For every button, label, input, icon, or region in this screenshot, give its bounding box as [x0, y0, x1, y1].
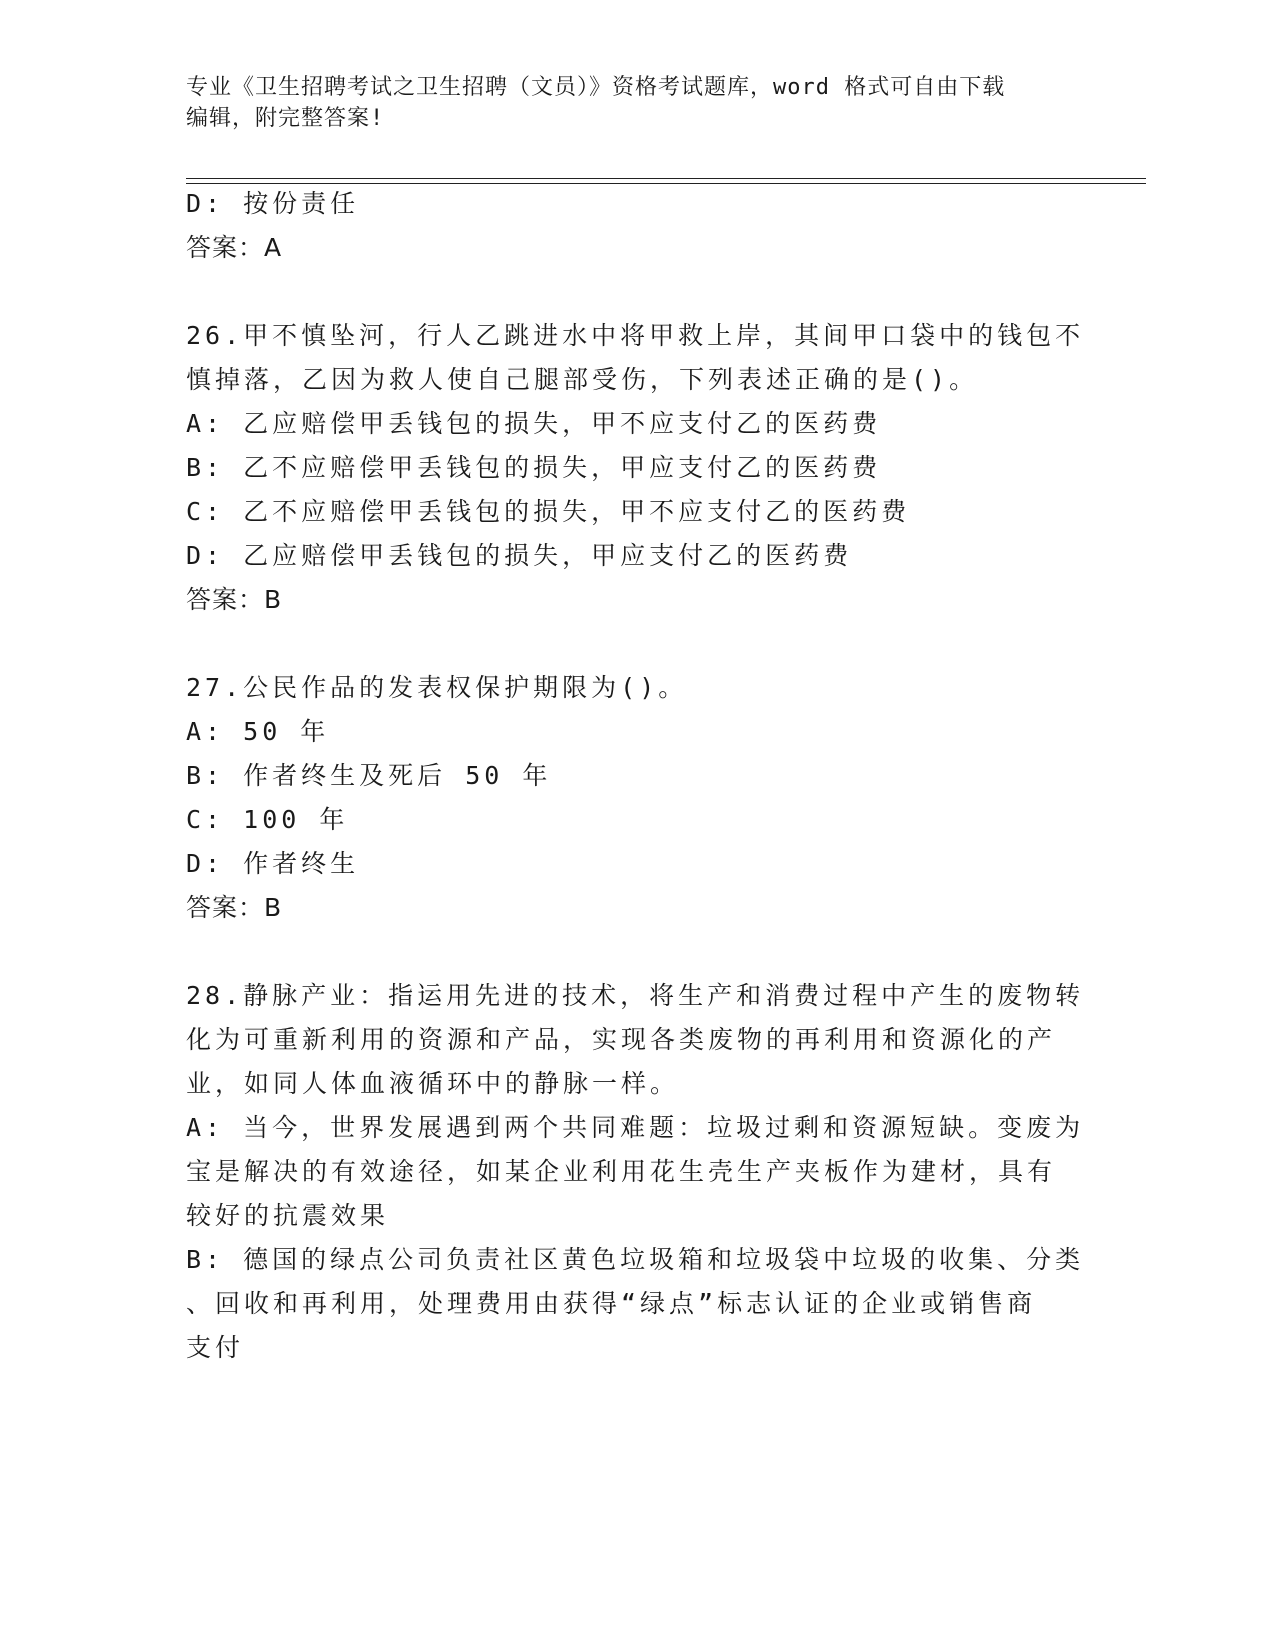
- q27-option-d: D: 作者终生: [186, 849, 360, 878]
- q25-answer: 答案：A: [186, 233, 283, 262]
- q27-stem-line-1: 27.公民作品的发表权保护期限为()。: [186, 673, 688, 702]
- q26-option-c: C: 乙不应赔偿甲丢钱包的损失，甲不应支付乙的医药费: [186, 497, 911, 526]
- q26-option-a: A: 乙应赔偿甲丢钱包的损失，甲不应支付乙的医药费: [186, 409, 882, 438]
- header-divider-top: [186, 178, 1146, 179]
- header-divider-bottom: [186, 183, 1146, 184]
- q28-option-a-line-3: 较好的抗震效果: [186, 1201, 390, 1230]
- header-line-1: 专业《卫生招聘考试之卫生招聘（文员）》资格考试题库，word 格式可自由下载: [186, 75, 1006, 100]
- q26-stem-line-1: 26.甲不慎坠河，行人乙跳进水中将甲救上岸，其间甲口袋中的钱包不: [186, 321, 1085, 350]
- q26-option-b: B: 乙不应赔偿甲丢钱包的损失，甲应支付乙的医药费: [186, 453, 882, 482]
- q27-option-c: C: 100 年: [186, 805, 349, 834]
- q28-option-a-line-2: 宝是解决的有效途径，如某企业利用花生壳生产夹板作为建材，具有: [186, 1157, 1057, 1186]
- q28-option-b-line-3: 支付: [186, 1333, 245, 1362]
- q26-stem-line-2: 慎掉落，乙因为救人使自己腿部受伤，下列表述正确的是()。: [186, 365, 979, 394]
- q27-answer: 答案：B: [186, 893, 283, 922]
- q27-option-a: A: 50 年: [186, 717, 330, 746]
- q26-answer: 答案：B: [186, 585, 283, 614]
- q28-option-a-line-1: A: 当今，世界发展遇到两个共同难题：垃圾过剩和资源短缺。变废为: [186, 1113, 1085, 1142]
- q27-option-b: B: 作者终生及死后 50 年: [186, 761, 552, 790]
- page-header: [186, 72, 1066, 134]
- q28-option-b-line-2: 、回收和再利用，处理费用由获得“绿点”标志认证的企业或销售商: [186, 1289, 1037, 1318]
- q28-stem-line-3: 业，如同人体血液循环中的静脉一样。: [186, 1069, 680, 1098]
- q28-option-b-line-1: B: 德国的绿点公司负责社区黄色垃圾箱和垃圾袋中垃圾的收集、分类: [186, 1245, 1085, 1274]
- q25-option-d: D: 按份责任: [186, 189, 360, 218]
- header-line-2: 编辑，附完整答案!: [186, 106, 385, 131]
- q28-stem-line-2: 化为可重新利用的资源和产品，实现各类废物的再利用和资源化的产: [186, 1025, 1057, 1054]
- q28-stem-line-1: 28.静脉产业：指运用先进的技术，将生产和消费过程中产生的废物转: [186, 981, 1085, 1010]
- q26-option-d: D: 乙应赔偿甲丢钱包的损失，甲应支付乙的医药费: [186, 541, 853, 570]
